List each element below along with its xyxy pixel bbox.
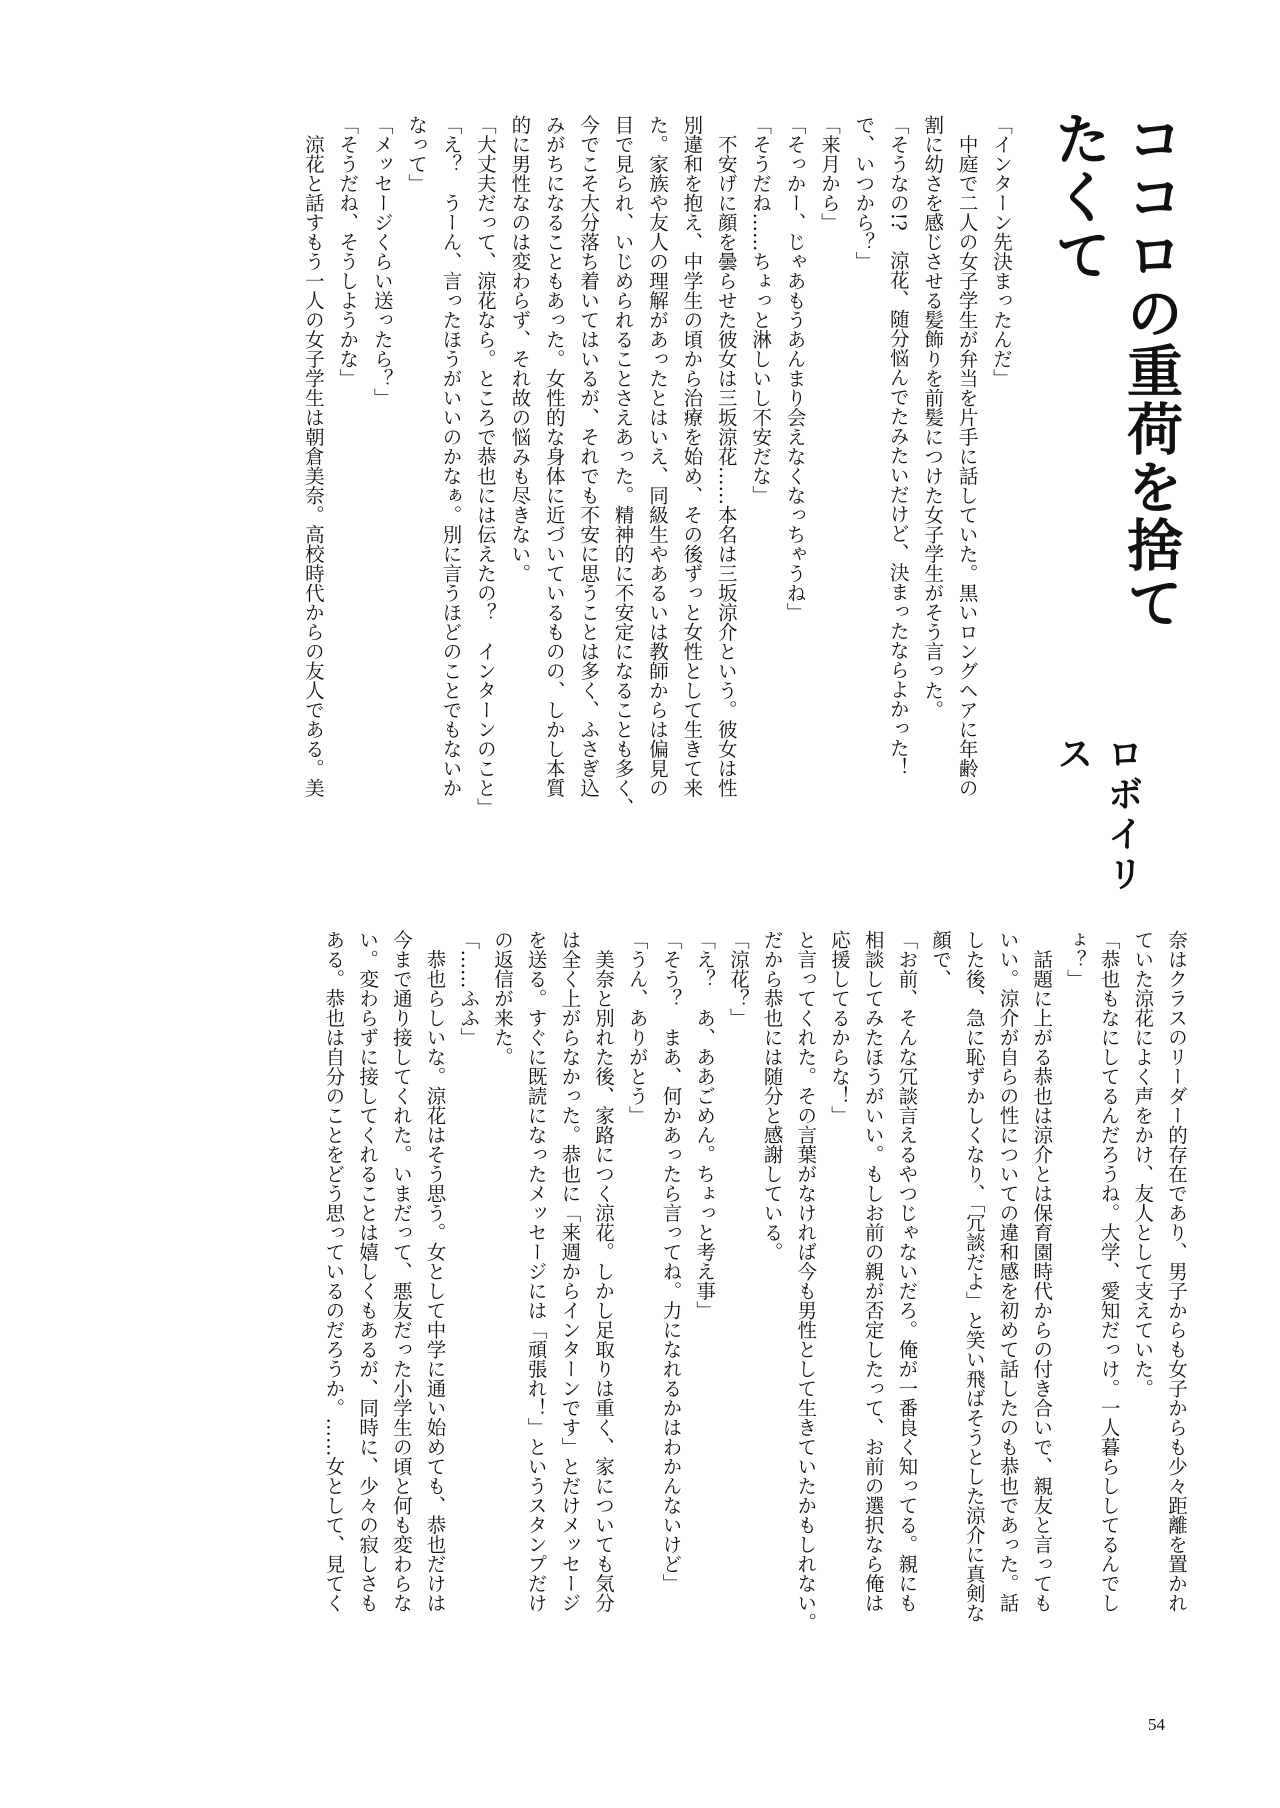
text-column: 「そうなの!? 涼花、随分悩んでたみたいだけど、決まったならよかった！ <box>886 115 910 777</box>
text-column: 「……ふふ」 <box>457 930 481 1047</box>
text-column: 恭也らしいな。涼花はそう思う。女として中学に通い始めても、恭也だけは <box>423 930 447 1613</box>
text-column: ょ？」 <box>1063 930 1087 989</box>
text-column: で、いつから？」 <box>852 115 876 271</box>
text-column: 「涼花？」 <box>726 930 750 1028</box>
text-column: 今でこそ大分落ち着いてはいるが、それでも不安に思うことは多く、ふさぎ込 <box>577 115 601 798</box>
text-column: 奈はクラスのリーダー的存在であり、男子からも女子からも少々距離を置かれ <box>1165 930 1188 1613</box>
text-column: 応援してるからな！」 <box>827 930 851 1125</box>
text-column: 割に幼さを感じさせる髪飾りを前髪につけた女子学生がそう言った。 <box>921 115 945 720</box>
text-column: 「お前、そんな冗談言えるやつじゃないだろ。俺が一番良く知ってる。親にも <box>895 930 919 1613</box>
text-column: 相談してみたほうがいい。もしお前の親が否定したって、お前の選択なら俺は <box>861 930 885 1613</box>
text-column: 話題に上がる恭也は涼介とは保育園時代からの付き合いで、親友と言っても <box>1030 930 1054 1613</box>
text-column: 的に男性なのは変わらず、それ故の悩みも尽きない。 <box>508 115 532 583</box>
text-column: いい。涼介が自らの性についての違和感を初めて話したのも恭也であった。話 <box>996 930 1020 1613</box>
story-title: ココロの重荷を捨てたくて <box>1046 110 1184 632</box>
text-column: 「うん、ありがとう」 <box>625 930 649 1125</box>
lower-text-block <box>113 930 1193 1710</box>
text-column: 顔で、 <box>929 930 953 989</box>
text-column: 「そっかー、じゃあもうあんまり会えなくなっちゃうね」 <box>783 115 807 622</box>
text-column: 「大丈夫だって、涼花なら。ところで恭也には伝えたの？ インターンのこと」 <box>473 115 497 817</box>
text-column: 「そう？ まあ、何かあったら言ってね。力になれるかはわかんないけど」 <box>659 930 683 1593</box>
text-column: 「そうだね……ちょっと淋しいし不安だな」 <box>749 115 773 505</box>
text-column: ていた涼花によく声をかけ、友人として支えていた。 <box>1131 930 1155 1398</box>
text-column: した後、急に恥ずかしくなり、「冗談だよ」と笑い飛ばそうとした涼介に真剣な <box>962 930 986 1623</box>
text-column: の返信が来た。 <box>490 930 514 1067</box>
upper-text-block <box>124 115 1018 895</box>
text-column: 不安げに顔を曇らせた彼女は三坂涼花……本名は三坂涼介という。彼女は性 <box>714 115 738 798</box>
text-column: い。変わらずに接してくれることは嬉しくもあるが、同時に、少々の寂しさも <box>356 930 380 1613</box>
text-column: 「来月から」 <box>817 115 841 232</box>
text-column: なって」 <box>405 115 429 193</box>
text-column: だから恭也には随分と感謝している。 <box>760 930 784 1262</box>
text-column: 「そうだね、そうしようかな」 <box>336 115 360 388</box>
text-column: 「え？ あ、ああごめん。ちょっと考え事」 <box>693 930 717 1320</box>
text-column: 目で見られ、いじめられることさえあった。精神的に不安定になることも多く、 <box>611 115 635 817</box>
text-column: た。家族や友人の理解があったとはいえ、同級生やあるいは教師からは偏見の <box>645 115 669 798</box>
text-column: を送る。すぐに既読になったメッセージには「頑張れ！」というスタンプだけ <box>524 930 548 1613</box>
text-column: 別違和を抱え、中学生の頃から治療を始め、その後ずっと女性として生きて来 <box>680 115 704 798</box>
text-column: 「え？ うーん、言ったほうがいいのかなぁ。別に言うほどのことでもないか <box>439 115 463 798</box>
text-column: 「メッセージくらい送ったら？」 <box>370 115 394 408</box>
text-column: は全く上がらなかった。恭也に「来週からインターンです」とだけメッセージ <box>558 930 582 1613</box>
text-column: 中庭で二人の女子学生が弁当を片手に話していた。黒いロングヘアに年齢の <box>955 115 979 798</box>
text-column: 今まで通り接してくれた。いまだって、悪友だった小学生の頃と何も変わらな <box>389 930 413 1613</box>
text-column: と言ってくれた。その言葉がなければ今も男性として生きていたかもしれない。 <box>794 930 818 1632</box>
text-column: みがちになることもあった。女性的な身体に近づいているものの、しかし本質 <box>542 115 566 798</box>
text-column: 美奈と別れた後、家路につく涼花。しかし足取りは重く、家についても気分 <box>592 930 616 1613</box>
text-column: 「インターン先決まったんだ」 <box>990 115 1013 388</box>
page-number: 54 <box>1148 1715 1165 1734</box>
text-column: 「恭也もなにしてるんだろうね。大学、愛知だっけ。一人暮らししてるんでし <box>1097 930 1121 1613</box>
text-column: ある。恭也は自分のことをどう思っているのだろうか。……女として、見てく <box>322 930 346 1613</box>
author-name: ロボイリス <box>1052 735 1144 895</box>
text-column: 涼花と話すもう一人の女子学生は朝倉美奈。高校時代からの友人である。美 <box>301 115 325 798</box>
